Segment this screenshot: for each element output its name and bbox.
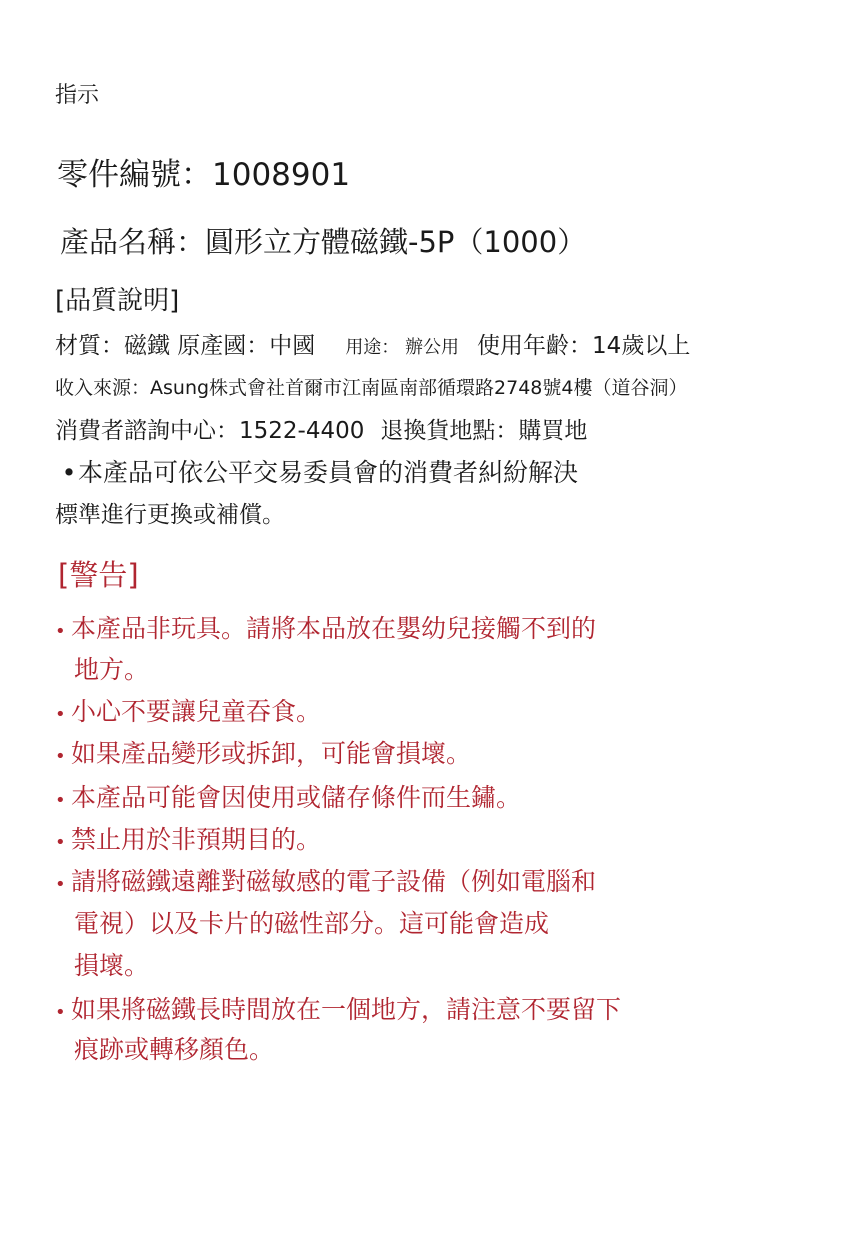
warning-text: 如果將磁鐵長時間放在一個地方，請注意不要留下 — [71, 995, 622, 1024]
bullet-icon: • — [55, 790, 66, 811]
return-place: 退換貨地點：購買地 — [380, 418, 588, 444]
warning-text-continued: 地方。 — [74, 655, 150, 684]
spec-row — [55, 334, 690, 359]
warning-item — [55, 826, 321, 854]
importer-address: 收入來源：Asung株式會社首爾市江南區南部循環路2748號4樓（道谷洞） — [55, 377, 688, 399]
warning-heading: [警告] — [58, 558, 139, 592]
bullet-icon: • — [61, 458, 77, 487]
warning-item — [55, 615, 596, 643]
warning-text: 禁止用於非預期目的。 — [71, 825, 322, 854]
bullet-icon: • — [55, 704, 66, 725]
warning-item — [55, 698, 321, 726]
warning-text: 小心不要讓兒童吞食。 — [71, 697, 322, 726]
warning-text: 本產品非玩具。請將本品放在嬰幼兒接觸不到的 — [71, 614, 597, 643]
warning-text-continued: 損壞。 — [74, 951, 150, 980]
bullet-icon: • — [55, 621, 66, 642]
product-name: 產品名稱：圓形立方體磁鐵-5P（1000） — [60, 225, 587, 259]
warning-text: 如果產品變形或拆卸，可能會損壞。 — [71, 739, 472, 768]
part-number: 零件編號：1008901 — [57, 157, 351, 193]
bullet-icon: • — [55, 874, 66, 895]
label-title: 指示 — [55, 83, 100, 108]
usage: 用途： 辦公用 — [345, 337, 460, 358]
compensation-line-1: 本產品可依公平交易委員會的消費者糾紛解決 — [78, 458, 579, 487]
warning-item — [55, 740, 471, 768]
warning-item — [55, 868, 596, 896]
warning-text: 本產品可能會因使用或儲存條件而生鏽。 — [71, 783, 522, 812]
warning-text-continued: 電視）以及卡片的磁性部分。這可能會造成 — [74, 909, 550, 938]
compensation-note — [60, 459, 578, 487]
bullet-icon: • — [55, 746, 66, 767]
warning-text: 請將磁鐵遠離對磁敏感的電子設備（例如電腦和 — [71, 867, 597, 896]
compensation-line-2: 標準進行更換或補償。 — [55, 502, 285, 528]
warning-item — [55, 784, 521, 812]
warning-item — [55, 996, 621, 1024]
quality-heading: [品質說明] — [55, 286, 180, 316]
bullet-icon: • — [55, 832, 66, 853]
warning-text-continued: 痕跡或轉移顏色。 — [74, 1035, 275, 1064]
consumer-center: 消費者諮詢中心：1522-4400 — [55, 418, 365, 444]
age-range: 使用年齡：14歲以上 — [477, 333, 691, 359]
contact-row — [55, 419, 587, 444]
bullet-icon: • — [55, 1002, 66, 1023]
material-origin: 材質：磁鐵 原產國：中國 — [55, 333, 316, 359]
